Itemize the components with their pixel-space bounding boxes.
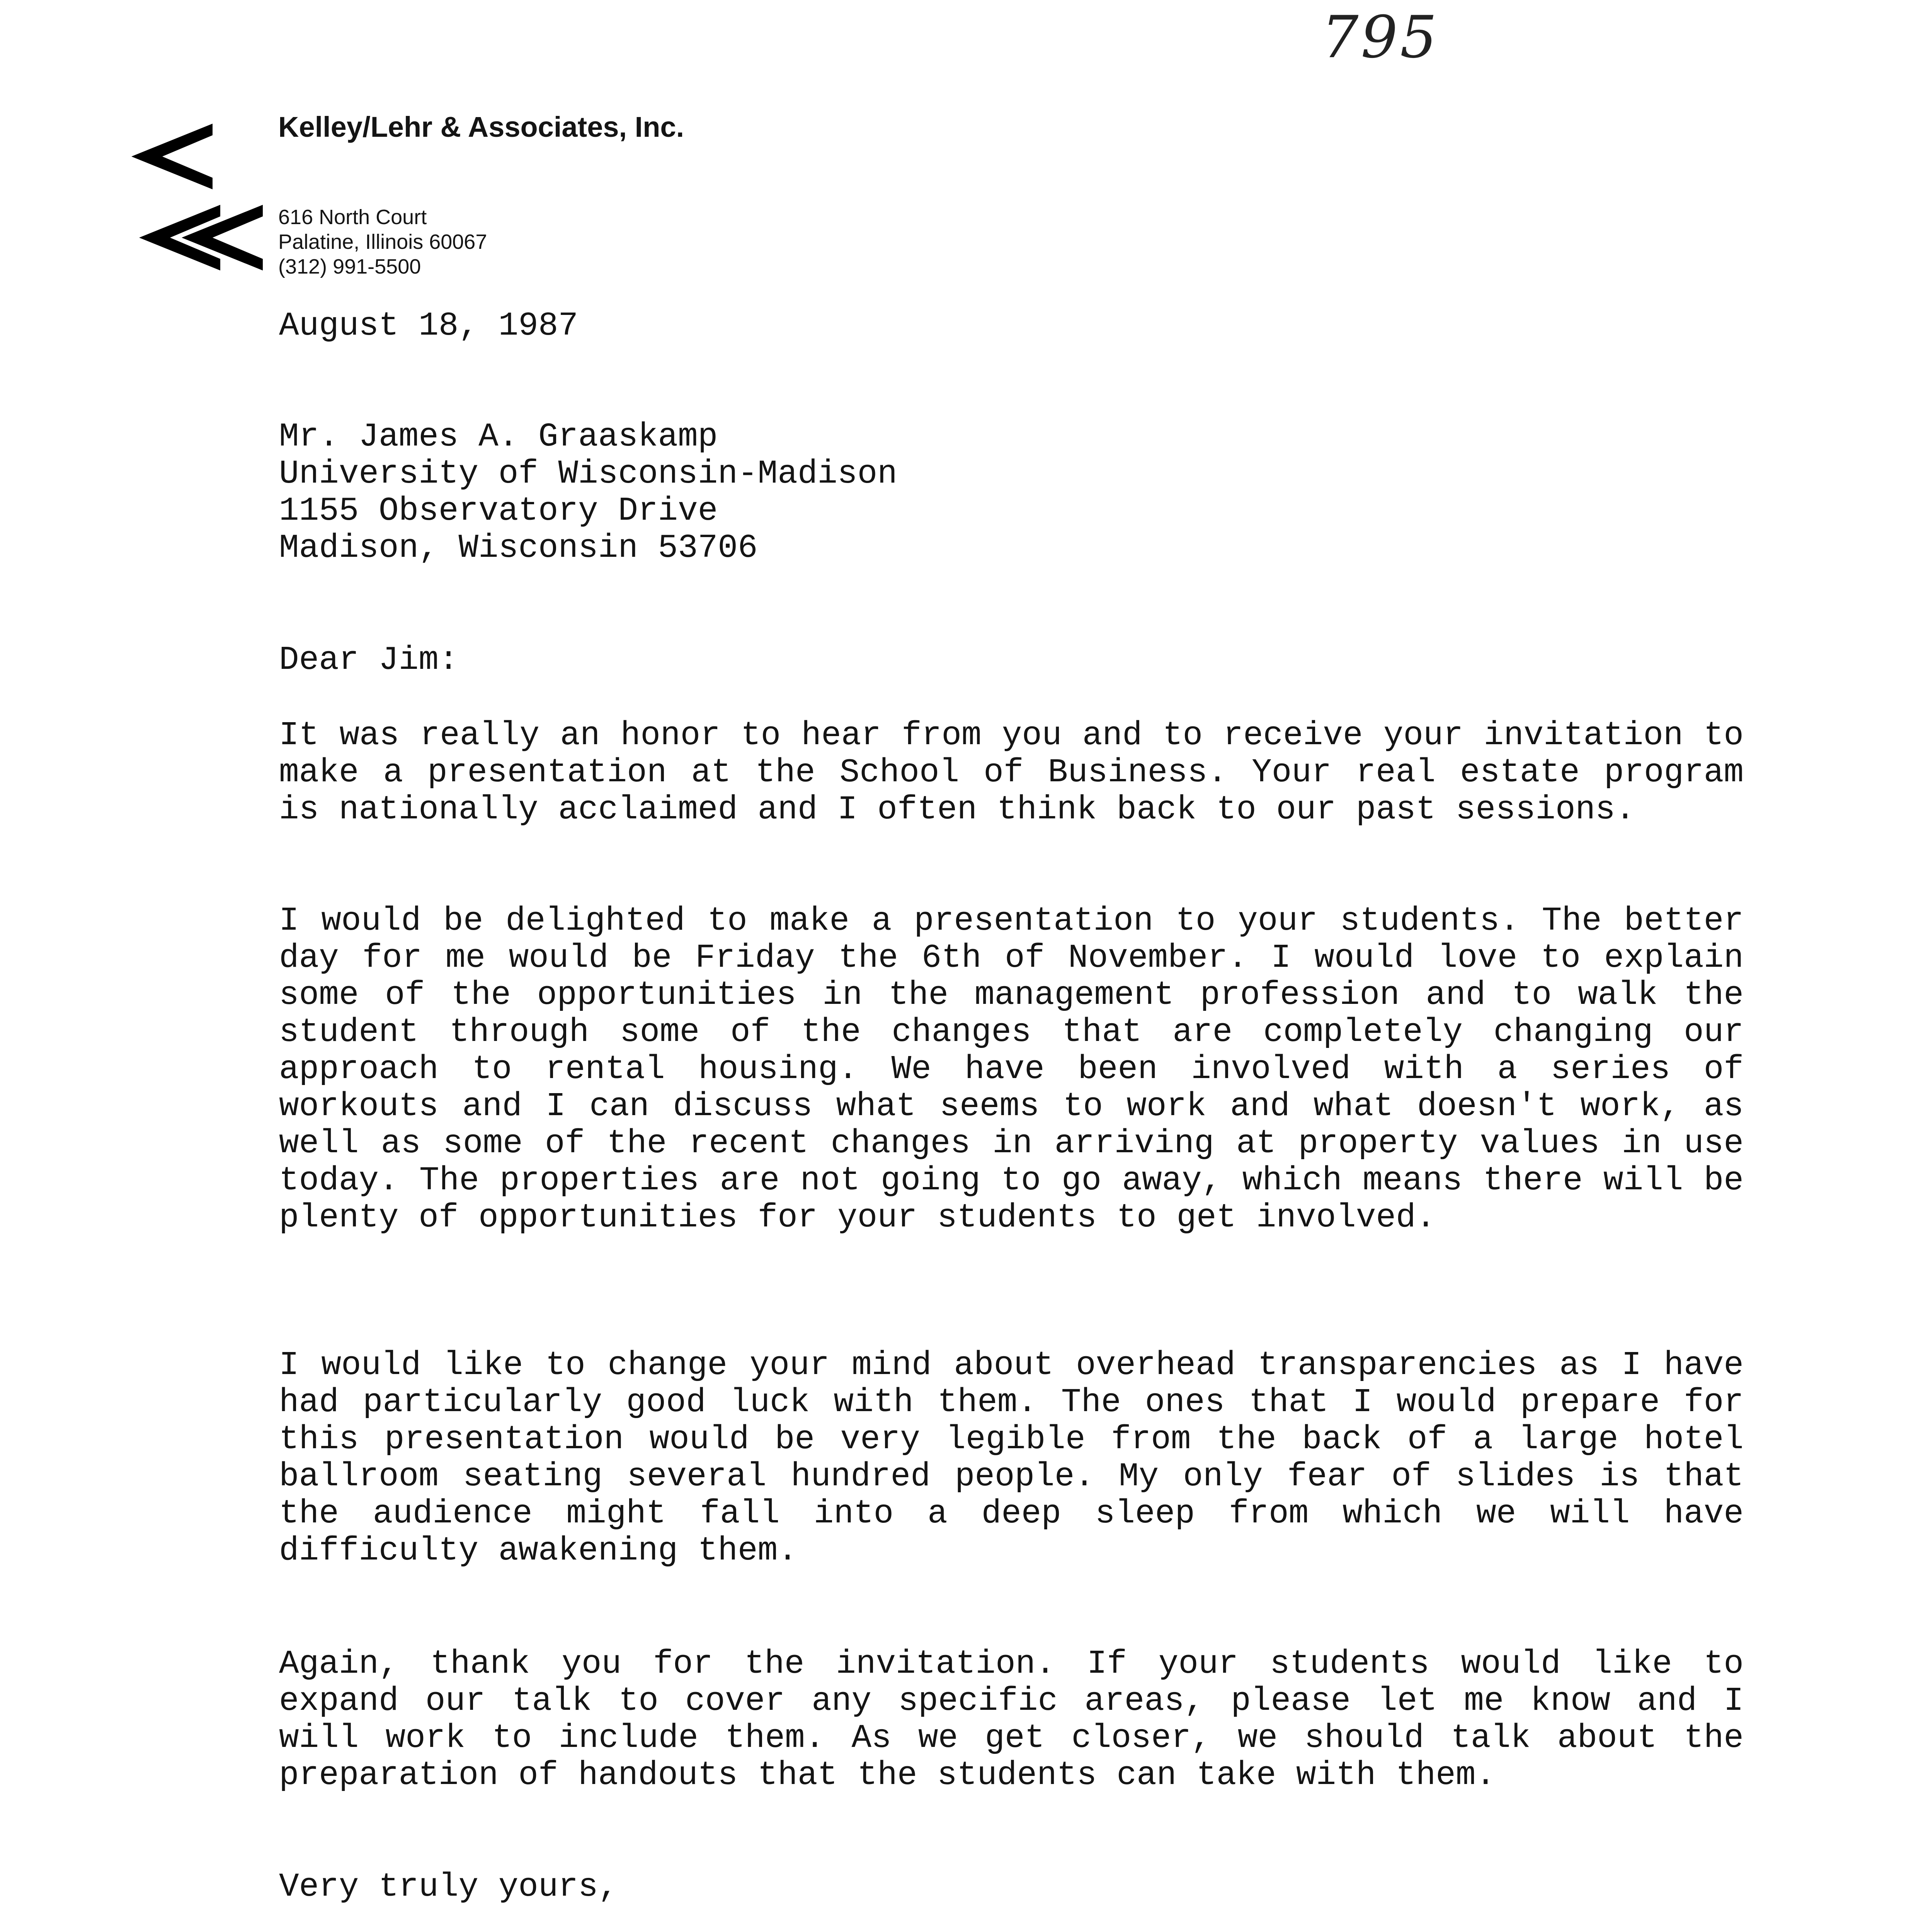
address-line: (312) 991-5500 — [278, 255, 421, 278]
body-paragraph: It was really an honor to hear from you and to receive your invitation to make a presentation at the School of Business. Your real estate program is nationally acclaimed and I often think back to our past sessions. — [279, 716, 1744, 828]
letter-date: August 18, 1987 — [279, 307, 579, 345]
handwritten-page-number: 795 — [1322, 4, 1440, 71]
letterhead-company-name: Kelley/Lehr & Associates, Inc. — [278, 111, 684, 143]
salutation: Dear Jim: — [279, 641, 459, 679]
recipient-address — [279, 418, 897, 566]
address-line: 616 North Court — [278, 206, 427, 229]
letterhead-address — [278, 205, 487, 279]
recipient-line: 1155 Observatory Drive — [279, 492, 718, 530]
body-paragraph: Again, thank you for the invitation. If your students would like to expand our talk to cover any specific areas, please let me know and I will work to include them. As we get closer, we should talk about the preparation of handouts that the students can take with them. — [279, 1645, 1744, 1794]
recipient-line: University of Wisconsin-Madison — [279, 455, 897, 493]
complimentary-closing: Very truly yours, — [279, 1868, 618, 1906]
body-paragraph: I would like to change your mind about overhead transparencies as I have had particularly good luck with them. The ones that I would prepare for this presentation would be very legible from the back of a large hotel ballroom seating several hundred people. My only fear of slides is that the audience might fall into a deep sleep from which we will have difficulty awakening them. — [279, 1346, 1744, 1570]
body-paragraph: I would be delighted to make a presentation to your students. The better day for me would be Friday the 6th of November. I would love to explain some of the opportunities in the management profession and to walk the student through some of the changes that are completely changing our approach to rental housing. We have been involved with a series of workouts and I can discuss what seems to work and what doesn't work, as well as some of the recent changes in arriving at property values in use today. The properties are not going to go away, which means there will be plenty of opportunities for your students to get involved. — [279, 902, 1744, 1236]
double-chevron-left-logo — [131, 116, 263, 278]
recipient-line: Mr. James A. Graaskamp — [279, 418, 718, 456]
recipient-line: Madison, Wisconsin 53706 — [279, 529, 758, 567]
logo-single-chevron — [131, 124, 213, 189]
address-line: Palatine, Illinois 60067 — [278, 230, 487, 253]
logo-rear-chevron — [182, 205, 263, 270]
